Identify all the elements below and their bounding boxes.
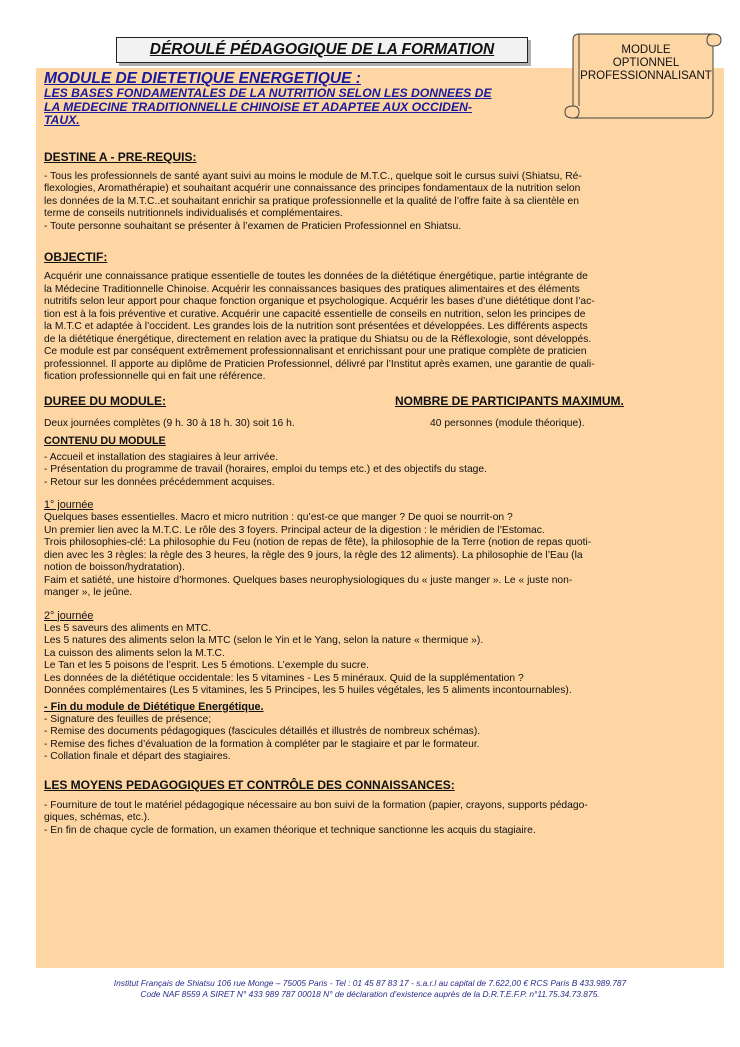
- text-line: Quelques bases essentielles. Macro et micro nutrition : qu’est-ce que manger ? De quoi se nourrit-on ?: [44, 512, 513, 523]
- destine-text: [44, 171, 712, 234]
- duree-value: Deux journées complètes (9 h. 30 à 18 h. 30) soit 16 h.: [44, 417, 295, 429]
- text-line: Le Tan et les 5 poisons de l’esprit. Les 5 émotions. L’exemple du sucre.: [44, 660, 369, 671]
- duration-participants-row: [44, 394, 712, 408]
- text-line: - Tous les professionnels de santé ayant suivi au moins le module de M.T.C., quelque soit le cursus suivi (Shiatsu, Ré-: [44, 170, 582, 182]
- page-footer: [0, 978, 740, 999]
- text-line: Trois philosophies-clé: La philosophie du Feu (notion de repas de fête), la philosophie de la Terre (notion de repas quoti-: [44, 537, 592, 548]
- subtitle-line: LA MEDECINE TRADITIONNELLE CHINOISE ET ADAPTEE AUX OCCIDEN-: [44, 99, 472, 114]
- text-line: notion de boisson/hydratation).: [44, 562, 185, 573]
- moyens-heading: LES MOYENS PEDAGOGIQUES ET CONTRÔLE DES CONNAISSANCES:: [44, 777, 455, 792]
- scroll-line: PROFESSIONNALISANT: [580, 70, 712, 82]
- text-line: - Toute personne souhaitant se présenter à l’examen de Praticien Professionnel en Shiatsu.: [44, 220, 462, 232]
- text-line: La cuisson des aliments selon la M.T.C.: [44, 647, 225, 659]
- text-line: Les 5 natures des aliments selon la MTC (selon le Yin et le Yang, selon la nature « thermique »).: [44, 635, 484, 646]
- text-line: manger », le jeûne.: [44, 587, 133, 598]
- objectif-text: [44, 271, 712, 384]
- footer-line-2: Code NAF 8559 A SIRET N° 433 989 787 00018 N° de déclaration d’existence auprès de la D.R.T.E.F.P. n°11.75.34.73.875.: [140, 988, 600, 999]
- text-line: professionnel. Il apporte au diplôme de Praticien Professionnel, délivré par l’Institut après examen, une garantie de quali-: [44, 358, 595, 370]
- text-line: - Fourniture de tout le matériel pédagogique nécessaire au bon suivi de la formation (papier, crayons, supports pédago-: [44, 799, 588, 811]
- contenu-heading: CONTENU DU MODULE: [44, 434, 166, 447]
- text-line: - En fin de chaque cycle de formation, un examen théorique et technique sanctionne les acquis du stagiaire.: [44, 824, 536, 836]
- subtitle-line: TAUX.: [44, 113, 80, 127]
- text-line: Données complémentaires (Les 5 vitamines, les 5 Principes, les 5 huiles végétales, les 5 aliments incontournables).: [44, 685, 572, 696]
- day1-heading: 1° journée: [44, 499, 94, 511]
- participants-value: 40 personnes (module théorique).: [430, 417, 585, 429]
- duration-participants-values: [44, 418, 712, 431]
- text-line: - Accueil et installation des stagiaires à leur arrivée.: [44, 451, 279, 463]
- scroll-line: MODULE: [621, 44, 671, 56]
- participants-heading: NOMBRE DE PARTICIPANTS MAXIMUM.: [395, 393, 624, 408]
- text-line: la Médecine Traditionnelle Chinoise. Acquérir les connaissances basiques des pratiques alimentaires et des éléments: [44, 283, 580, 295]
- destine-heading: DESTINE A - PRE-REQUIS:: [44, 149, 197, 164]
- text-line: flexologies, Aromathérapie) et souhaitant acquérir une connaissance des principes fondamentaux de la nutrition selon: [44, 183, 581, 194]
- text-line: giques, schémas, etc.).: [44, 812, 150, 823]
- subtitle-line: LES BASES FONDAMENTALES DE LA NUTRITION SELON LES DONNEES DE: [44, 86, 492, 100]
- text-line: - Présentation du programme de travail (horaires, emploi du temps etc.) et des objectifs du stage.: [44, 464, 487, 475]
- page-title: DÉROULÉ PÉDAGOGIQUE DE LA FORMATION: [149, 41, 495, 58]
- fin-text: [44, 714, 712, 764]
- text-line: les données de la M.T.C..et souhaitant enrichir sa pratique professionnelle et la qualité de l’offre faite à sa clientèle en: [44, 195, 580, 207]
- text-line: nutritifs selon leur apport pour chaque fonction organique et psychologique. Acquérir les bases d’une diététique dont l’ac-: [44, 296, 595, 307]
- fin-heading: - Fin du module de Diététique Energétique.: [44, 700, 264, 713]
- moyens-text: [44, 800, 712, 838]
- text-line: - Retour sur les données précédemment acquises.: [44, 476, 275, 488]
- module-title: MODULE DE DIETETIQUE ENERGETIQUE :: [44, 70, 361, 87]
- contenu-intro: [44, 452, 712, 490]
- text-line: - Remise des documents pédagogiques (fascicules détaillés et illustrés de nombreux schémas).: [44, 726, 481, 737]
- objectif-heading: OBJECTIF:: [44, 250, 108, 264]
- text-line: Faim et satiété, une histoire d’hormones. Quelques bases neurophysiologiques du « juste manger ». Le « juste non-: [44, 574, 573, 586]
- text-line: tion est à la fois préventive et curative. Acquérir une capacité essentielle de conseils en nutrition, selon les principes de: [44, 308, 586, 320]
- document-body: [44, 70, 712, 837]
- text-line: - Remise des fiches d’évaluation de la formation à compléter par le stagiaire et par le formateur.: [44, 738, 480, 750]
- text-line: dien avec les 3 règles: la règle des 3 heures, la règle des 9 jours, la règle des 12 aliments). La philosophie de l’Eau (la: [44, 549, 583, 561]
- text-line: Ce module est par conséquent extrêmement professionnalisant et enrichissant pour une pratique complète de praticien: [44, 346, 587, 357]
- text-line: - Signature des feuilles de présence;: [44, 713, 212, 725]
- module-subtitle: [44, 87, 560, 128]
- text-line: fication professionnelle qui en fait une référence.: [44, 371, 266, 382]
- day1-text: [44, 512, 712, 600]
- text-line: Acquérir une connaissance pratique essentielle de toutes les données de la diététique énergétique, partie intégrante de: [44, 271, 588, 282]
- text-line: la M.T.C et adaptée à l’occident. Les grandes lois de la nutrition sont présentées et développées. Les différents aspects: [44, 321, 588, 332]
- text-line: Les données de la diététique occidentale: les 5 vitamines - Les 5 minéraux. Quid de la supplémentation ?: [44, 672, 524, 684]
- day2-text: [44, 623, 712, 698]
- duree-heading: DUREE DU MODULE:: [44, 393, 166, 408]
- text-line: de la diététique énergétique, directement en relation avec la pratique du Shiatsu ou de la Réflexologie, sont développés.: [44, 333, 592, 345]
- day2-heading: 2° journée: [44, 609, 94, 622]
- text-line: Les 5 saveurs des aliments en MTC.: [44, 622, 212, 634]
- text-line: Un premier lien avec la M.T.C. Le rôle des 3 foyers. Principal acteur de la digestion : le méridien de l’Estomac.: [44, 524, 545, 536]
- footer-line-1: Institut Français de Shiatsu 106 rue Monge – 75005 Paris - Tel : 01 45 87 83 17 - s.a.r.l au capital de 7.622,00 € RCS Paris B 433.989.787: [113, 978, 627, 988]
- text-line: terme de conseils nutritionnels individualisés et complémentaires.: [44, 208, 343, 219]
- page-title-banner: [116, 37, 528, 63]
- scroll-line: OPTIONNEL: [612, 57, 680, 69]
- text-line: - Collation finale et départ des stagiaires.: [44, 751, 231, 762]
